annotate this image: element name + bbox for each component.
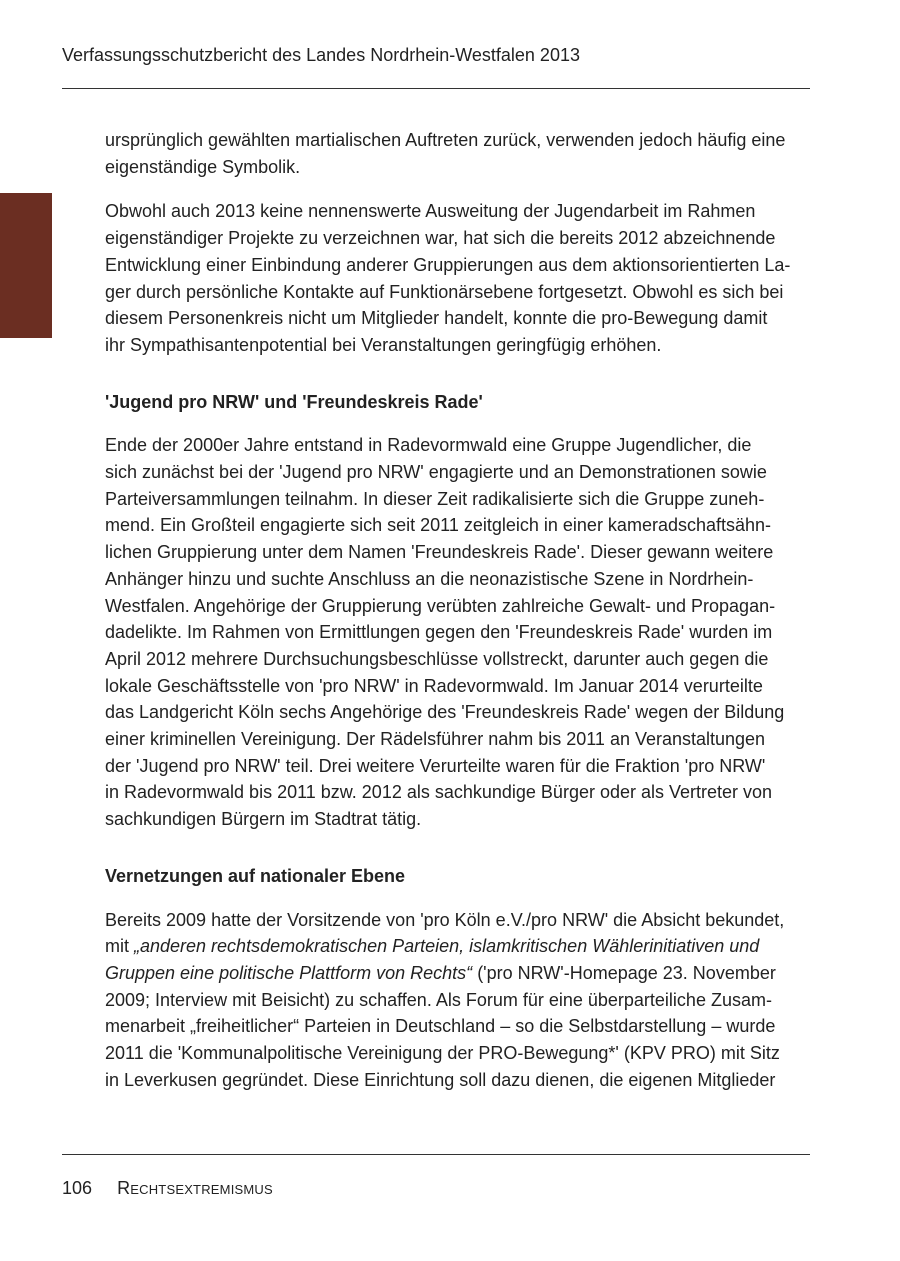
text-line: ihr Sympathisantenpotential bei Veranstaltungen geringfügig erhöhen. [105, 334, 662, 355]
text-line: Parteiversammlungen teilnahm. In dieser Zeit radikalisierte sich die Gruppe zuneh- [105, 488, 765, 509]
page-body [105, 127, 810, 1112]
italic-quote: Gruppen eine politische Plattform von Rechts“ [105, 962, 473, 983]
paragraph-4 [105, 907, 810, 1094]
text-line: diesem Personenkreis nicht um Mitglieder handelt, konnte die pro-Bewegung damit [105, 308, 768, 329]
header-divider [62, 88, 810, 89]
text-line: sich zunächst bei der 'Jugend pro NRW' engagierte und an Demonstrationen sowie [105, 462, 767, 483]
text-line: der 'Jugend pro NRW' teil. Drei weitere Verurteilte waren für die Fraktion 'pro NRW' [105, 755, 766, 776]
text-line [105, 933, 810, 960]
text-line: 2009; Interview mit Beisicht) zu schaffen. Als Forum für eine überparteiliche Zusam- [105, 989, 772, 1010]
text-line: das Landgericht Köln sechs Angehörige des 'Freundeskreis Rade' wegen der Bildung [105, 702, 785, 723]
text-line: mend. Ein Großteil engagierte sich seit 2011 zeitgleich in einer kameradschaftsähn- [105, 515, 772, 536]
text-line: einer kriminellen Vereinigung. Der Rädelsführer nahm bis 2011 an Veranstaltungen [105, 729, 766, 750]
text-line: Ende der 2000er Jahre entstand in Radevormwald eine Gruppe Jugendlicher, die [105, 435, 752, 456]
text-line: April 2012 mehrere Durchsuchungsbeschlüsse vollstreckt, darunter auch gegen die [105, 648, 769, 669]
text-line: 2011 die 'Kommunalpolitische Vereinigung der PRO-Bewegung*' (KPV PRO) mit Sitz [105, 1043, 780, 1064]
running-header: Verfassungsschutzbericht des Landes Nordrhein-Westfalen 2013 [62, 45, 580, 65]
paragraph-1 [105, 127, 810, 180]
text-line: Bereits 2009 hatte der Vorsitzende von 'pro Köln e.V./pro NRW' die Absicht bekundet, [105, 909, 785, 930]
text-line: lokale Geschäftsstelle von 'pro NRW' in Radevormwald. Im Januar 2014 verurteilte [105, 675, 763, 696]
paragraph-2 [105, 198, 810, 358]
text-line [105, 960, 810, 987]
text-fragment: ('pro NRW'-Homepage 23. November [472, 962, 776, 983]
text-line: lichen Gruppierung unter dem Namen 'Freundeskreis Rade'. Dieser gewann weitere [105, 542, 774, 563]
text-line: Westfalen. Angehörige der Gruppierung verübten zahlreiche Gewalt- und Propagan- [105, 595, 776, 616]
paragraph-3 [105, 432, 810, 833]
text-line: ger durch persönliche Kontakte auf Funktionärsebene fortgesetzt. Obwohl es sich bei [105, 281, 784, 302]
text-line: ursprünglich gewählten martialischen Auftreten zurück, verwenden jedoch häufig eine [105, 130, 786, 150]
page-number: 106 [62, 1178, 93, 1198]
section-heading-jugend-pro-nrw: 'Jugend pro NRW' und 'Freundeskreis Rade' [105, 391, 483, 412]
section-heading-vernetzungen: Vernetzungen auf nationaler Ebene [105, 865, 406, 886]
text-line: Anhänger hinzu und suchte Anschluss an die neonazistische Szene in Nordrhein- [105, 568, 754, 589]
page-footer [62, 1178, 273, 1199]
text-line: menarbeit „freiheitlicher“ Parteien in Deutschland – so die Selbstdarstellung – wurde [105, 1016, 776, 1037]
text-line: eigenständiger Projekte zu verzeichnen war, hat sich die bereits 2012 abzeichnende [105, 228, 776, 249]
text-line: Entwicklung einer Einbindung anderer Gruppierungen aus dem aktionsorientierten La- [105, 254, 791, 275]
chapter-side-tab [0, 193, 52, 338]
text-fragment: mit [105, 936, 134, 957]
footer-divider [62, 1154, 810, 1155]
footer-section-label: Rechtsextremismus [117, 1178, 273, 1198]
text-line: Obwohl auch 2013 keine nennenswerte Ausweitung der Jugendarbeit im Rahmen [105, 201, 756, 222]
text-line: in Radevormwald bis 2011 bzw. 2012 als sachkundige Bürger oder als Vertreter von [105, 782, 773, 803]
text-line: in Leverkusen gegründet. Diese Einrichtung soll dazu dienen, die eigenen Mitglieder [105, 1069, 776, 1090]
text-line: eigenständige Symbolik. [105, 156, 301, 177]
italic-quote: „anderen rechtsdemokratischen Parteien, islamkritischen Wählerinitiativen und [134, 936, 760, 957]
text-line: sachkundigen Bürgern im Stadtrat tätig. [105, 809, 422, 830]
text-line: dadelikte. Im Rahmen von Ermittlungen gegen den 'Freundeskreis Rade' wurden im [105, 622, 773, 643]
